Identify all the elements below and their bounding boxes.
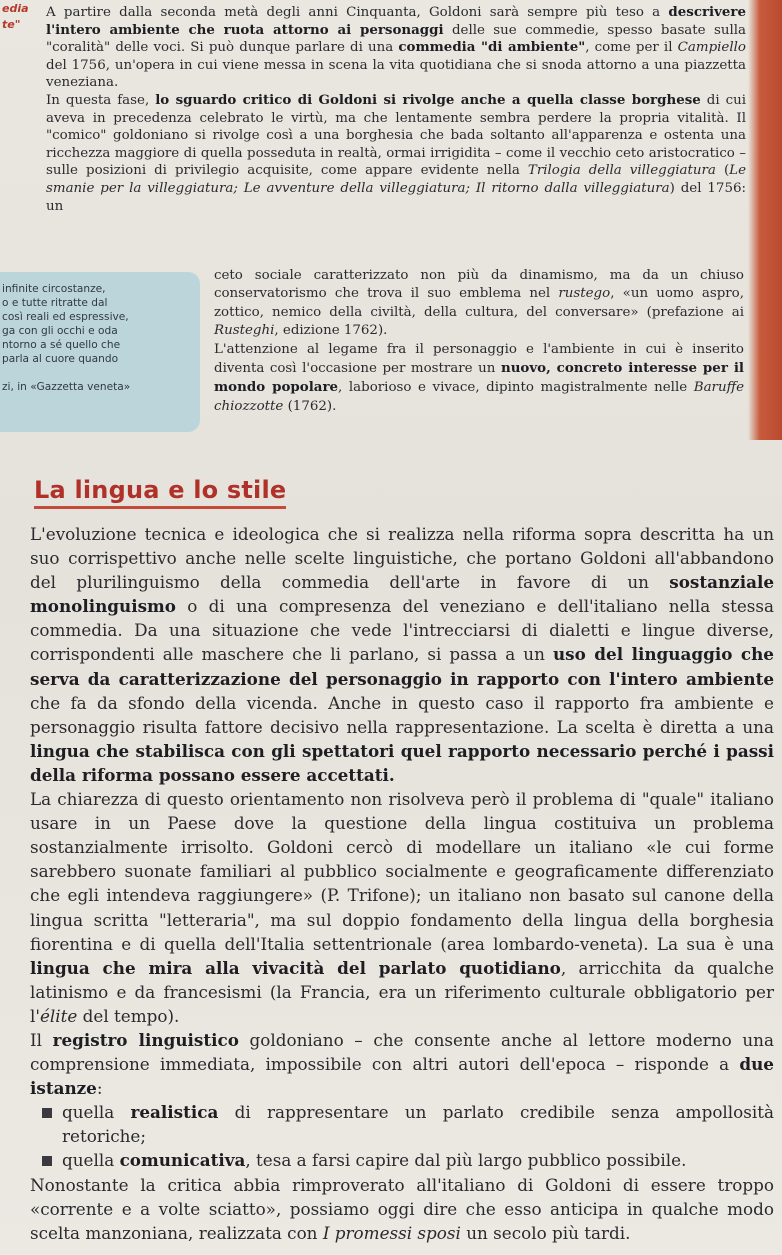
text-run: goldoniano – che consente anche al lettore moderno una comprensione immediata, impossibile con altri autori dell'epoca – risponde a [30,1029,774,1075]
square-bullet-icon [42,1108,52,1118]
text-run: che fa da sfondo della vicenda. Anche in questo caso il rapporto fra ambiente e personaggio risulta fattore decisivo nella rappresentazione. La scelta è diretta a una [30,692,774,737]
margin-tag-1: edia [2,2,29,15]
text-run: del tempo). [77,1005,180,1026]
bullet-item-realistic [30,1100,774,1148]
text-run: , come per il [585,40,678,56]
sidebar-line: ga con gli occhi e oda [2,325,118,337]
text-run: del 1756, un'opera in cui viene messa in scena la vita quotidiana che si snoda attorno a una piazzetta veneziana. [46,57,746,91]
italic-run: Baruffe chiozzotte [214,380,744,414]
text-run: In questa fase, [46,92,156,108]
text-run: o di una compresenza del veneziano e dell'italiano nella stessa commedia. Da una situazione che vede l'intrecciarsi di dialetti e lingue diverse, corrispondenti alle maschere che li parlano, si passa a un [30,596,774,665]
main-paragraph-2 [30,787,774,1028]
main-paragraph-1 [30,522,774,787]
mid-paragraph-2 [214,341,744,417]
text-run: , arricchita da qualche latinismo e da francesismi (la Francia, era un riferimento culturale obbligatorio per l' [30,957,775,1026]
italic-run: Le smanie per la villeggiatura; Le avventure della villeggiatura; Il ritorno dalla villeggiatura [46,163,746,196]
text-run: ( [715,163,730,179]
bold-run: realistica [130,1102,219,1123]
text-run: Il [30,1029,53,1050]
bold-run: comunicativa [119,1150,246,1171]
main-text-block [30,522,774,1245]
bold-run: lingua che mira alla vivacità del parlato quotidiano [30,957,561,978]
bold-run: lingua che stabilisca con gli spettatori quel rapporto necessario perché i passi della riforma possano essere accettati. [30,740,774,785]
main-paragraph-3 [30,1028,774,1100]
italic-run: Campiello [677,40,746,56]
bold-run: uso del linguaggio che serva da caratterizzazione del personaggio in rapporto con l'intero ambiente [30,644,774,689]
mid-text-block [214,267,744,416]
text-run: La chiarezza di questo orientamento non risolveva però il problema di "quale" italiano usare in un Paese dove la questione della lingua costituiva un problema sostanzialmente irrisolto. Goldoni cercò di modellare un italiano «le cui forme sarebbero suonate familiari al pubblico socialmente e geograficamente differenziato che egli intendeva raggiungere» (P. Trifone); un italiano non basato sul canone della lingua scritta "letteraria", ma sul doppio fondamento della lingua della borghesia fiorentina e di quella dell'Italia settentrionale (area lombardo-veneta). La sua è una [30,789,774,954]
text-run: L'attenzione al legame fra il personaggio e l'ambiente in cui è inserito diventa così l'occasione per mostrare un [214,341,744,377]
text-run: , tesa a farsi capire dal più largo pubblico possibile. [245,1150,687,1171]
square-bullet-icon [42,1156,52,1166]
bold-run: due istanze [30,1054,774,1099]
bold-run: descrivere l'intero ambiente che ruota attorno ai personaggi [46,4,746,38]
page-edge-strip [748,0,782,440]
text-run: delle sue commedie, spesso basate sulla "coralità" delle voci. Si può dunque parlare di una [46,22,746,56]
text-run: , laborioso e vivace, dipinto magistralmente nelle [338,380,694,396]
bold-run: nuovo, concreto interesse per il mondo popolare [214,360,744,396]
bullet-item-communicative [30,1148,774,1172]
sidebar-line: così reali ed espressive, [2,311,129,323]
text-run: ) del 1756: un [46,180,746,214]
bold-run: sostanziale monolinguismo [30,572,774,617]
text-run: quella [62,1150,120,1171]
text-run: di rappresentare un parlato credibile senza ampollosità retoriche; [62,1102,774,1147]
top-paragraph-2 [46,92,746,215]
bold-run: commedia "di ambiente" [398,39,586,56]
mid-paragraph-1 [214,267,744,341]
sidebar-line: zi, in «Gazzetta veneta» [2,381,131,393]
text-run: di cui aveva in precedenza celebrato le virtù, ma che lentamente sembra perdere la propria vitalità. Il "comico" goldoniano si rivolge così a una borghesia che bada soltanto all'apparenza e ostenta una ricchezza maggiore di quella posseduta in realtà, ormai irrigidita – come il vecchio ceto aristocratico – sulle posizioni di privilegio acquisite, come appare evidente nella [46,92,747,179]
text-run: quella [62,1102,131,1123]
text-run: un secolo più tardi. [460,1222,631,1243]
text-run: , edizione 1762). [274,323,388,339]
main-paragraph-4 [30,1173,774,1245]
italic-run: Trilogia della villeggiatura [527,163,716,179]
italic-run: Rusteghi [214,323,275,339]
text-run: : [96,1078,103,1099]
text-run: ceto sociale caratterizzato non più da dinamismo, ma da un chiuso conservatorismo che trova il suo emblema nel [214,268,744,302]
bold-run: registro linguistico [52,1029,239,1050]
sidebar-line: infinite circostanze, [2,283,106,295]
sidebar-line: ntorno a sé quello che [2,339,121,351]
italic-run: I promessi sposi [322,1222,461,1243]
sidebar-line: o e tutte ritratte dal [2,297,108,309]
top-paragraph-1 [46,4,746,92]
sidebar-quote-box [0,272,200,432]
text-run: , «un uomo aspro, zottico, nemico della civiltà, della cultura, del conversare» (prefazione ai [214,286,744,320]
italic-run: élite [39,1005,78,1026]
sidebar-line: parla al cuore quando [2,353,119,365]
text-run: (1762). [283,398,337,414]
margin-tag-2: te" [2,18,21,31]
text-run: Nonostante la critica abbia rimproverato all'italiano di Goldoni di essere troppo «corrente e a volte sciatto», possiamo oggi dire che esso anticipa in qualche modo scelta manzoniana, realizzata con [30,1174,774,1243]
sidebar-line [2,366,192,380]
italic-run: rustego [558,286,611,302]
top-text-block [46,4,746,215]
bold-run: lo sguardo critico di Goldoni si rivolge anche a quella classe borghese [155,91,701,108]
text-run: A partire dalla seconda metà degli anni Cinquanta, Goldoni sarà sempre più teso a [46,5,669,20]
section-heading: La lingua e lo stile [34,476,286,509]
text-run: L'evoluzione tecnica e ideologica che si realizza nella riforma sopra descritta ha un suo corrispettivo anche nelle scelte linguistiche, che portano Goldoni all'abbandono del plurilinguismo della commedia dell'arte in favore di un [30,524,774,593]
